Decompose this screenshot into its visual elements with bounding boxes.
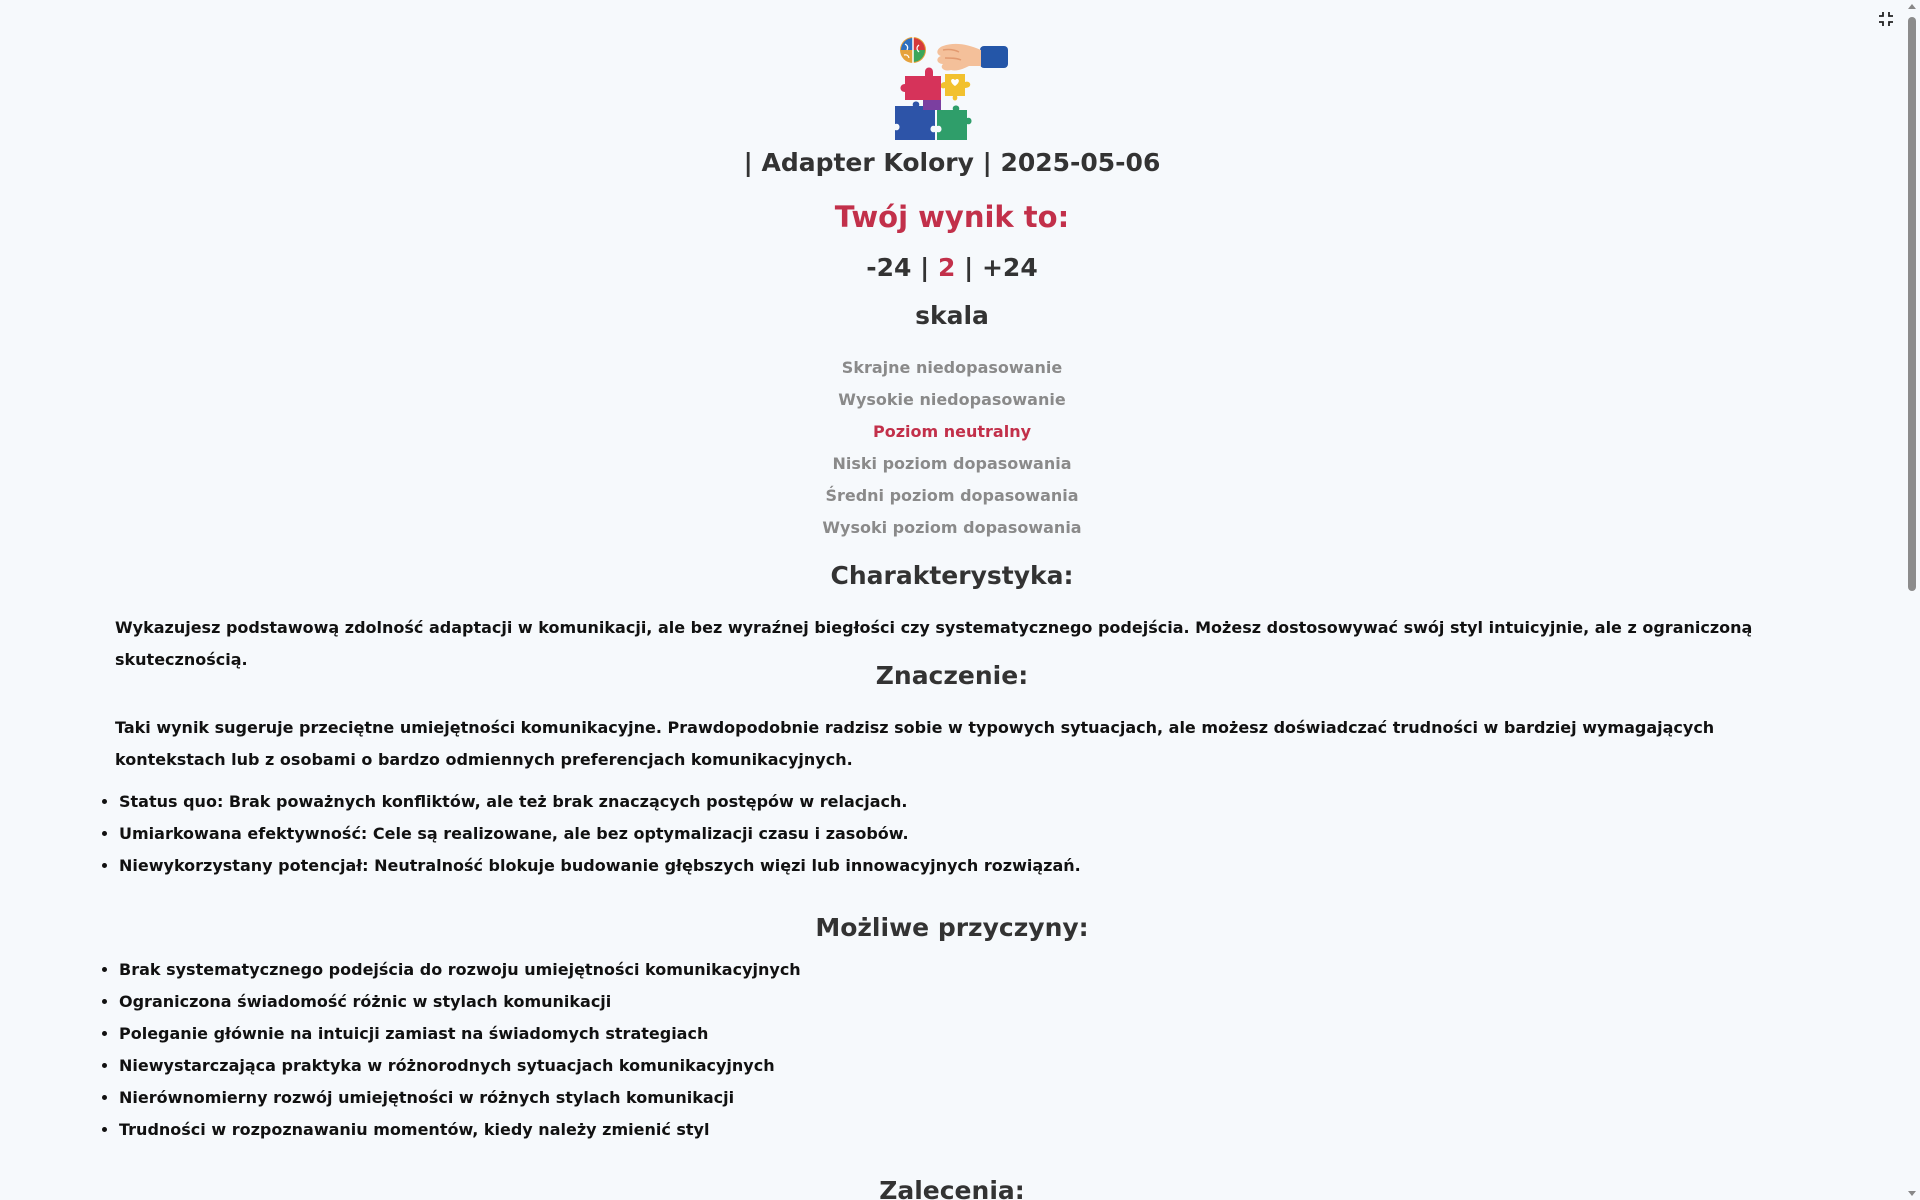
list-item: • Niewykorzystany potencjał: Neutralność blokuje budowanie głębszych więzi lub innowacyjnych rozwiązań. [119, 850, 1081, 882]
causes-list [100, 954, 801, 1146]
scale-level: Niski poziom dopasowania [832, 454, 1072, 473]
recommendations-heading: Zalecenia: [879, 1176, 1025, 1200]
score-separator: | [920, 253, 930, 282]
meaning-heading: Znaczenie: [875, 661, 1029, 690]
scroll-up-arrow-icon[interactable] [1908, 4, 1916, 9]
characteristics-text: Wykazujesz podstawową zdolność adaptacji w komunikacji, ale bez wyraźnej biegłości czy systematycznego podejścia. Możesz dostosowywać swój styl intuicyjnie, ale z ograniczoną skutecznością. [115, 618, 1753, 669]
list-item: • Brak systematycznego podejścia do rozwoju umiejętności komunikacyjnych [119, 954, 801, 986]
list-item: • Ograniczona świadomość różnic w stylach komunikacji [119, 986, 801, 1018]
list-item: • Poleganie głównie na intuicji zamiast na świadomych strategiach [119, 1018, 801, 1050]
exit-fullscreen-icon[interactable] [1878, 11, 1894, 27]
score-max: +24 [981, 253, 1038, 282]
score-min: -24 [866, 253, 912, 282]
scale-level-active: Poziom neutralny [872, 422, 1032, 441]
score-label: Twój wynik to: [834, 200, 1070, 234]
scale-level: Średni poziom dopasowania [825, 486, 1079, 505]
characteristics-heading: Charakterystyka: [830, 561, 1074, 590]
list-item: • Nierównomierny rozwój umiejętności w różnych stylach komunikacji [119, 1082, 801, 1114]
page-title: | Adapter Kolory | 2025-05-06 [743, 148, 1161, 177]
list-item: • Niewystarczająca praktyka w różnorodnych sytuacjach komunikacyjnych [119, 1050, 801, 1082]
scale-level: Wysoki poziom dopasowania [822, 518, 1082, 537]
causes-heading: Możliwe przyczyny: [815, 913, 1089, 942]
puzzle-brain-hand-icon [895, 36, 1013, 140]
scroll-down-arrow-icon[interactable] [1908, 1191, 1916, 1196]
scale-heading: skala [915, 301, 989, 330]
scrollbar-thumb[interactable] [1908, 17, 1916, 591]
score-separator: | [964, 253, 974, 282]
meaning-text: Taki wynik sugeruje przeciętne umiejętności komunikacyjne. Prawdopodobnie radzisz sobie w typowych sytuacjach, ale możesz doświadczać trudności w bardziej wymagających kontekstach lub z osobami o bardzo odmiennych preferencjach komunikacyjnych. [115, 718, 1715, 769]
vertical-scrollbar[interactable] [1904, 0, 1920, 1200]
list-item: • Umiarkowana efektywność: Cele są realizowane, ale bez optymalizacji czasu i zasobów. [119, 818, 1081, 850]
scale-level: Wysokie niedopasowanie [838, 390, 1066, 409]
meaning-list [100, 786, 1081, 882]
scale-levels-list [0, 354, 1904, 546]
list-item: • Status quo: Brak poważnych konfliktów, ale też brak znaczących postępów w relacjach. [119, 786, 1081, 818]
scale-level: Skrajne niedopasowanie [841, 358, 1063, 377]
score-value: 2 [938, 253, 956, 282]
list-item: • Trudności w rozpoznawaniu momentów, kiedy należy zmienić styl [119, 1114, 801, 1146]
score-range [0, 253, 1904, 282]
